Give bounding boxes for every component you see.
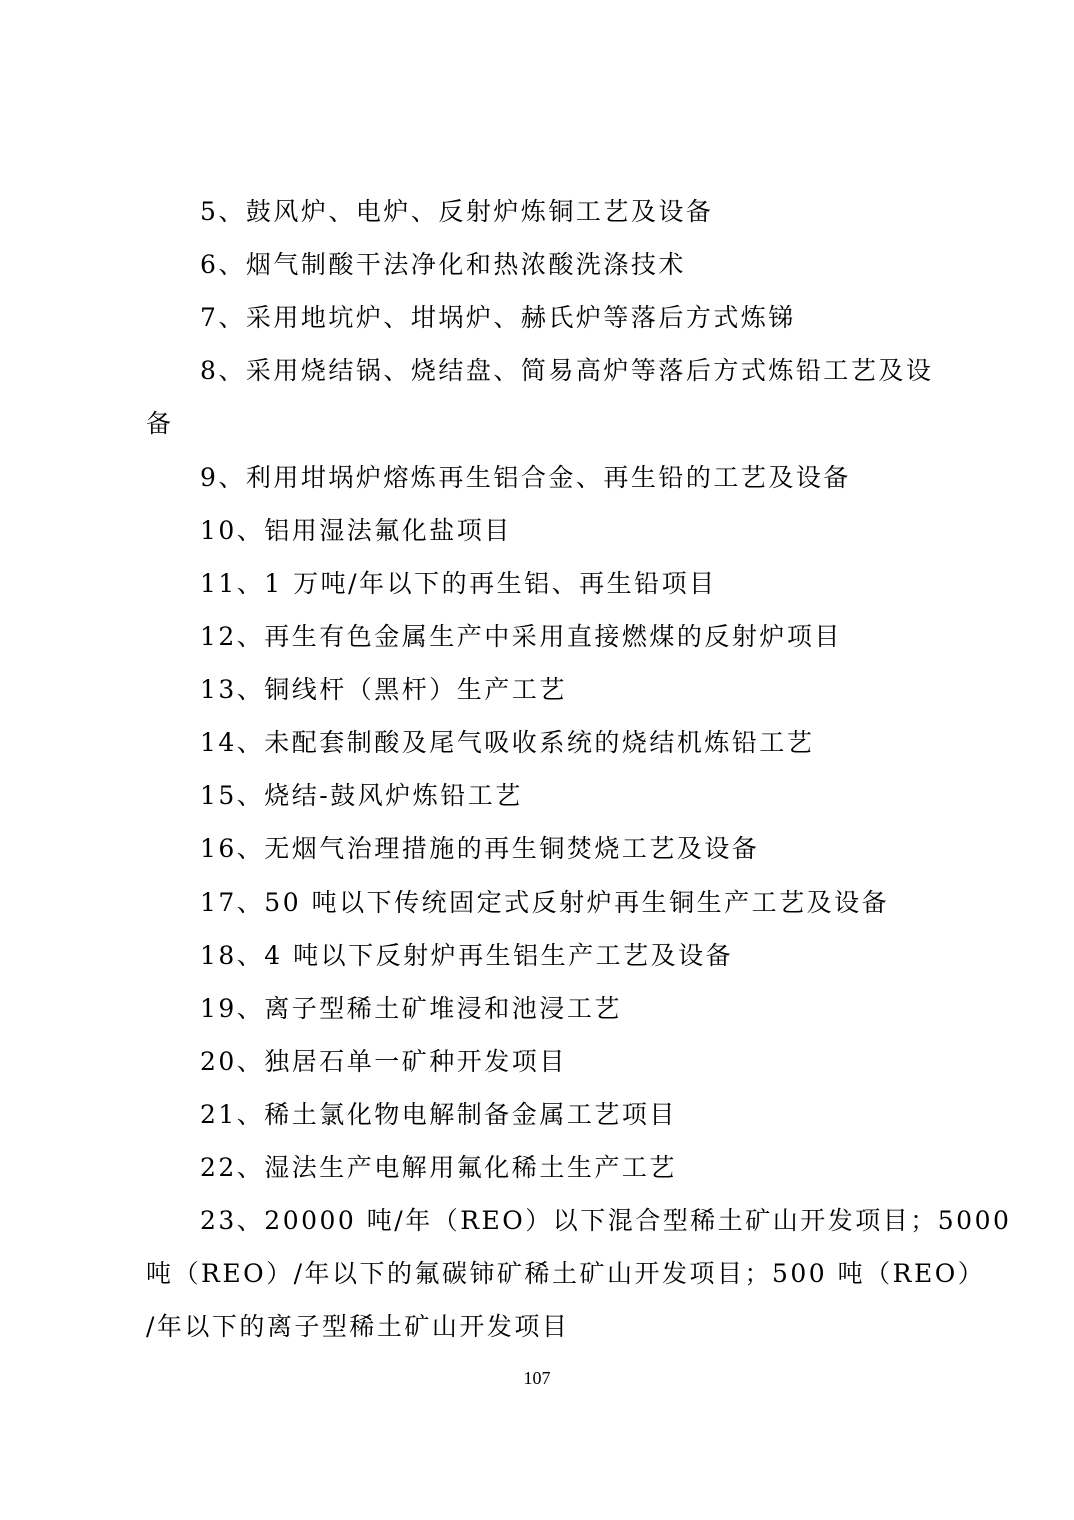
list-item-12: 12、再生有色金属生产中采用直接燃煤的反射炉项目 [200, 622, 842, 651]
list-item-20: 20、独居石单一矿种开发项目 [200, 1047, 567, 1076]
list-item-16: 16、无烟气治理措施的再生铜焚烧工艺及设备 [200, 834, 760, 863]
list-item-17: 17、50 吨以下传统固定式反射炉再生铜生产工艺及设备 [200, 888, 890, 917]
list-item-8-continuation: 备 [146, 409, 174, 438]
list-item-18: 18、4 吨以下反射炉再生铝生产工艺及设备 [200, 941, 734, 970]
list-item-14: 14、未配套制酸及尾气吸收系统的烧结机炼铅工艺 [200, 728, 815, 757]
list-item-23-line-3: /年以下的离子型稀土矿山开发项目 [146, 1312, 570, 1341]
list-item-19: 19、离子型稀土矿堆浸和池浸工艺 [200, 994, 622, 1023]
list-item-23-line-2: 吨（REO）/年以下的氟碳铈矿稀土矿山开发项目；500 吨（REO） [146, 1259, 986, 1288]
list-item-9: 9、利用坩埚炉熔炼再生铝合金、再生铅的工艺及设备 [200, 463, 851, 492]
list-item-22: 22、湿法生产电解用氟化稀土生产工艺 [200, 1153, 677, 1182]
page-number: 107 [523, 1368, 551, 1388]
list-item-23-line-1: 23、20000 吨/年（REO）以下混合型稀土矿山开发项目；5000 [200, 1206, 1012, 1235]
list-item-5: 5、鼓风炉、电炉、反射炉炼铜工艺及设备 [200, 197, 714, 226]
list-item-21: 21、稀土氯化物电解制备金属工艺项目 [200, 1100, 677, 1129]
list-item-11: 11、1 万吨/年以下的再生铝、再生铅项目 [200, 569, 717, 598]
list-item-6: 6、烟气制酸干法净化和热浓酸洗涤技术 [200, 250, 686, 279]
list-item-23 [146, 1194, 1012, 1353]
list-item-15: 15、烧结-鼓风炉炼铅工艺 [200, 781, 523, 810]
list-item-13: 13、铜线杆（黑杆）生产工艺 [200, 675, 567, 704]
list-item-7: 7、采用地坑炉、坩埚炉、赫氏炉等落后方式炼锑 [200, 303, 796, 332]
list-item-10: 10、铝用湿法氟化盐项目 [200, 516, 512, 545]
list-item-8: 8、采用烧结锅、烧结盘、简易高炉等落后方式炼铅工艺及设 [200, 356, 934, 385]
